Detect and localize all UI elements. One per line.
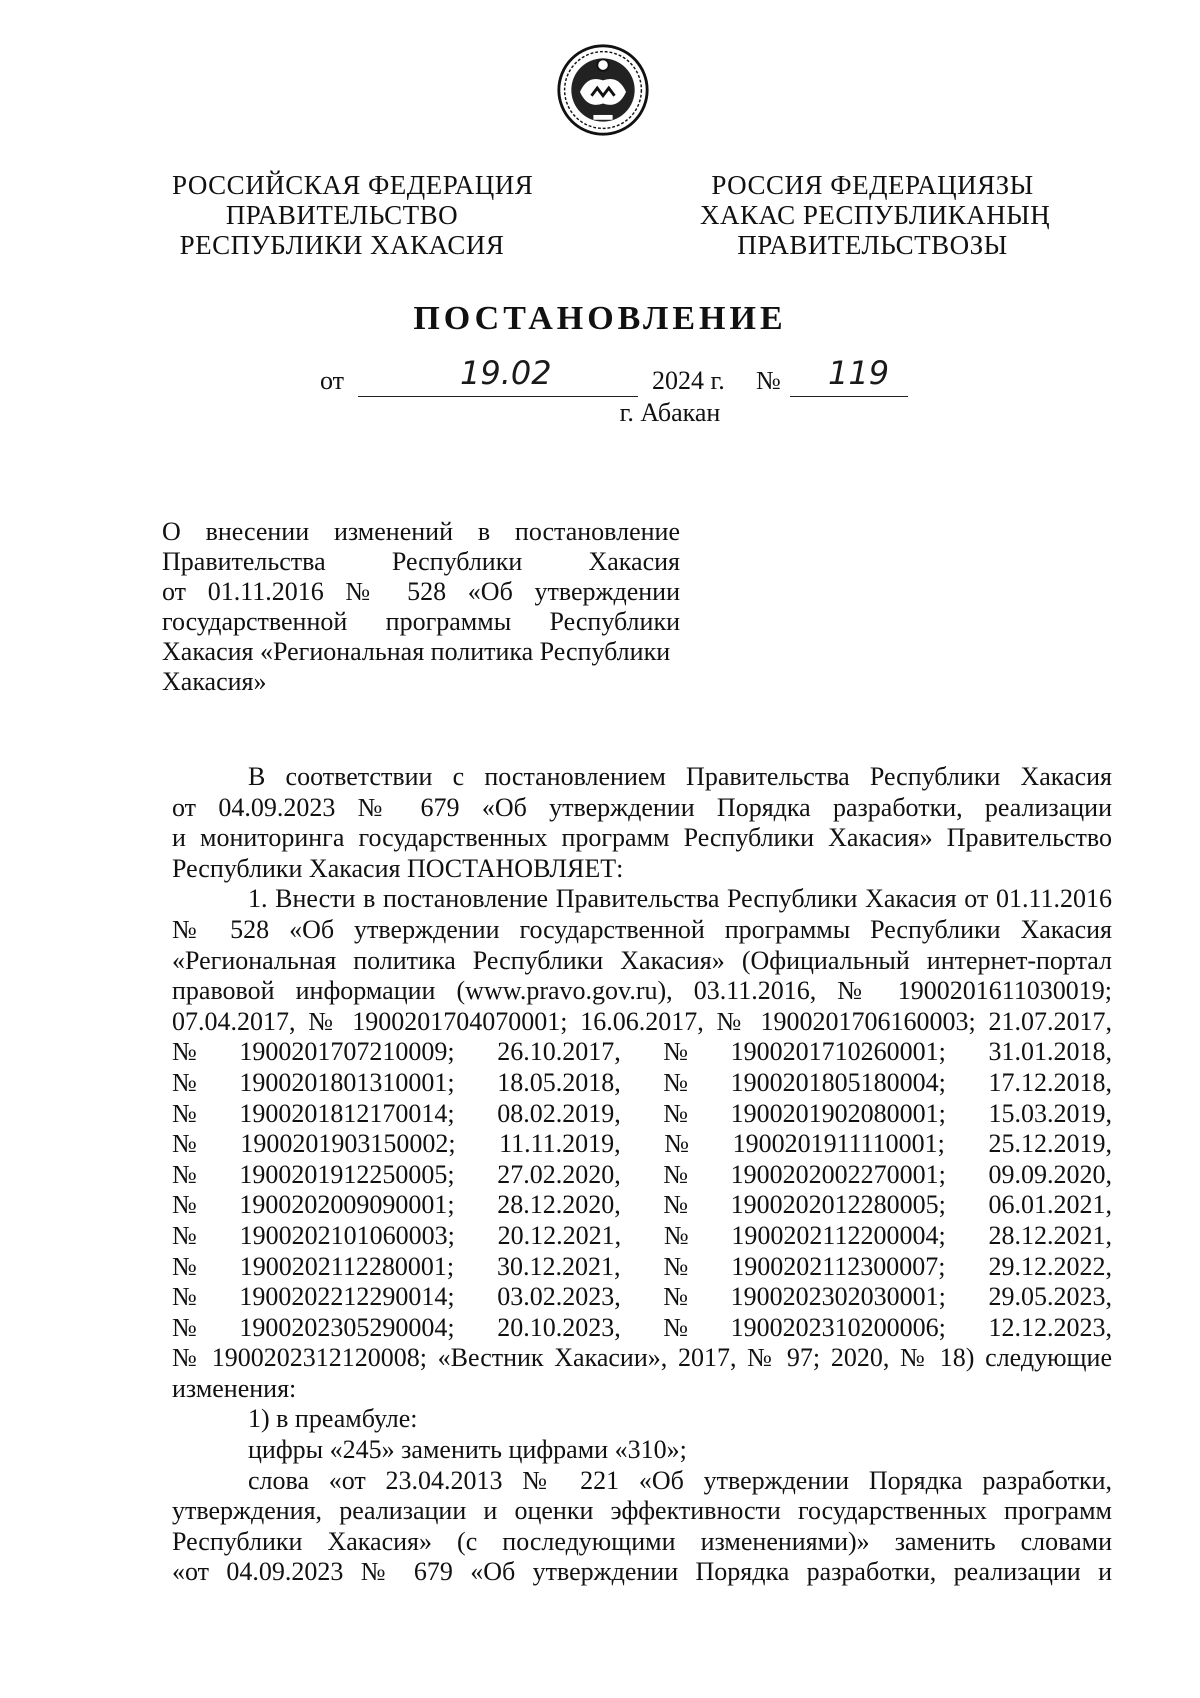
registration-cell: 1900201710260001; bbox=[730, 1037, 946, 1067]
year-label: 2024 г. bbox=[652, 366, 725, 395]
registration-cell: 1900201911110001; bbox=[732, 1129, 945, 1159]
registration-cell: № bbox=[172, 1067, 197, 1097]
registration-cell: 28.12.2021, bbox=[988, 1220, 1112, 1250]
preamble-line: от 04.09.2023 № 679 «Об утверждении Порядка разработки, реализации bbox=[172, 792, 1112, 822]
header-left-line: ПРАВИТЕЛЬСТВО bbox=[225, 200, 459, 230]
item1-line: 07.04.2017, № 1900201704070001; 16.06.2017, № 1900201706160003; 21.07.2017, bbox=[172, 1006, 1112, 1036]
sub1-heading: 1) в преамбуле: bbox=[248, 1404, 418, 1434]
handwritten-date: 19.02 bbox=[460, 354, 552, 392]
registration-row bbox=[172, 1221, 1112, 1252]
registration-cell: № bbox=[663, 1312, 689, 1342]
item1-line: «Региональная политика Республики Хакасия» (Официальный интернет-портал bbox=[172, 945, 1112, 975]
registration-cell: 1900202012280005; bbox=[730, 1190, 946, 1220]
registration-cell: 1900201902080001; bbox=[730, 1098, 946, 1128]
registration-cell: 27.02.2020, bbox=[497, 1159, 621, 1189]
registration-row bbox=[172, 1037, 1112, 1068]
preamble-line: и мониторинга государственных программ Республики Хакасия» Правительство bbox=[172, 823, 1112, 853]
subject-line: О внесении изменений в постановление bbox=[162, 517, 680, 546]
registration-cell: 1900202112200004; bbox=[731, 1220, 946, 1250]
registration-cell: 1900202212290014; bbox=[239, 1282, 455, 1312]
registration-cell: 09.09.2020, bbox=[988, 1159, 1112, 1189]
registration-cell: 31.01.2018, bbox=[988, 1037, 1112, 1067]
registration-cell: 20.10.2023, bbox=[497, 1312, 621, 1342]
registration-cell: 1900201707210009; bbox=[239, 1037, 455, 1067]
registration-cell: 1900201912250005; bbox=[239, 1159, 455, 1189]
sub1-digits: цифры «245» заменить цифрами «310»; bbox=[248, 1435, 687, 1465]
subject-block bbox=[162, 517, 680, 697]
date-underline bbox=[358, 396, 638, 397]
coat-of-arms-emblem bbox=[555, 42, 651, 138]
registration-cell: № bbox=[172, 1037, 197, 1067]
registration-cell: 1900201903150002; bbox=[240, 1129, 456, 1159]
words-line: утверждения, реализации и оценки эффективности государственных программ bbox=[172, 1496, 1112, 1526]
registration-row bbox=[172, 1099, 1112, 1130]
registration-cell: № bbox=[172, 1282, 197, 1312]
subject-line: Хакасия» bbox=[162, 667, 267, 696]
date-number-line bbox=[0, 354, 1200, 402]
subject-line: Хакасия «Региональная политика Республики bbox=[162, 637, 671, 666]
registration-cell: 1900201805180004; bbox=[730, 1067, 946, 1097]
from-label: от bbox=[320, 366, 345, 395]
registration-cell: 06.01.2021, bbox=[988, 1190, 1112, 1220]
handwritten-number: 119 bbox=[828, 354, 890, 392]
words-line: слова «от 23.04.2013 № 221 «Об утверждении Порядка разработки, bbox=[248, 1465, 1112, 1495]
registration-cell: № bbox=[664, 1129, 690, 1159]
subject-line: Правительства Республики Хакасия bbox=[162, 547, 680, 576]
registration-cell: 1900202302030001; bbox=[730, 1282, 946, 1312]
registration-row bbox=[172, 1282, 1112, 1313]
preamble-line: В соответствии с постановлением Правительства Республики Хакасия bbox=[248, 762, 1112, 791]
registration-cell: № bbox=[663, 1190, 689, 1220]
registration-cell: № bbox=[663, 1251, 689, 1281]
registration-cell: № bbox=[172, 1251, 197, 1281]
words-line: «от 04.09.2023 № 679 «Об утверждении Порядка разработки, реализации и bbox=[172, 1557, 1112, 1587]
registration-cell: № bbox=[663, 1159, 689, 1189]
registration-cell: 1900202112280001; bbox=[239, 1251, 455, 1281]
registration-cell: № bbox=[663, 1067, 689, 1097]
after-rows-line: № 1900202312120008; «Вестник Хакасии», 2017, № 97; 2020, № 18) следующие bbox=[172, 1343, 1112, 1373]
registration-cell: № bbox=[172, 1129, 197, 1159]
registration-cell: № bbox=[172, 1098, 197, 1128]
registration-cell: 25.12.2019, bbox=[988, 1129, 1112, 1159]
registration-cell: № bbox=[172, 1312, 197, 1342]
preamble-line: Республики Хакасия ПОСТАНОВЛЯЕТ: bbox=[172, 853, 624, 883]
registration-cell: 15.03.2019, bbox=[988, 1098, 1112, 1128]
registration-cell: № bbox=[172, 1190, 197, 1220]
registration-row bbox=[172, 1313, 1112, 1344]
registration-cell: № bbox=[172, 1220, 197, 1250]
number-label: № bbox=[756, 366, 781, 395]
registration-cell: 18.05.2018, bbox=[497, 1067, 621, 1097]
header-left-block bbox=[172, 170, 534, 260]
registration-row bbox=[172, 1252, 1112, 1283]
registration-cell: 26.10.2017, bbox=[497, 1037, 621, 1067]
registration-row bbox=[172, 1190, 1112, 1221]
registration-cell: 11.11.2019, bbox=[499, 1129, 621, 1159]
registration-row bbox=[172, 1129, 1112, 1160]
registration-cell: № bbox=[663, 1220, 689, 1250]
registration-cell: 30.12.2021, bbox=[497, 1251, 621, 1281]
after-rows-line: изменения: bbox=[172, 1373, 297, 1403]
number-underline bbox=[790, 396, 908, 397]
registration-cell: 08.02.2019, bbox=[497, 1098, 621, 1128]
registration-cell: 12.12.2023, bbox=[988, 1312, 1112, 1342]
header-left-line: РЕСПУБЛИКИ ХАКАСИЯ bbox=[179, 230, 505, 260]
registration-row bbox=[172, 1160, 1112, 1191]
header-right-block bbox=[700, 170, 1051, 260]
registration-row bbox=[172, 1068, 1112, 1099]
registration-cell: 29.05.2023, bbox=[988, 1282, 1112, 1312]
city-label bbox=[0, 398, 1200, 428]
registration-cell: 28.12.2020, bbox=[497, 1190, 621, 1220]
body-text bbox=[172, 762, 1112, 1588]
header-right-line: ХАКАС РЕСПУБЛИКАНЫҢ bbox=[700, 200, 1051, 230]
item1-line: правовой информации (www.pravo.gov.ru), 03.11.2016, № 1900201611030019; bbox=[172, 976, 1112, 1006]
registration-cell: 17.12.2018, bbox=[988, 1067, 1112, 1097]
document-title: ПОСТАНОВЛЕНИЕ bbox=[413, 300, 787, 337]
registration-cell: 1900201812170014; bbox=[239, 1098, 455, 1128]
words-line: Республики Хакасия» (с последующими изменениями)» заменить словами bbox=[172, 1526, 1112, 1556]
registration-cell: 1900202009090001; bbox=[239, 1190, 455, 1220]
registration-cell: 29.12.2022, bbox=[988, 1251, 1112, 1281]
registration-cell: № bbox=[663, 1098, 689, 1128]
registration-cell: 20.12.2021, bbox=[497, 1220, 622, 1250]
registration-cell: 1900202305290004; bbox=[239, 1312, 455, 1342]
item1-line: № 528 «Об утверждении государственной программы Республики Хакасия bbox=[172, 914, 1112, 944]
registration-cell: 1900202112300007; bbox=[731, 1251, 946, 1281]
registration-cell: 1900202310200006; bbox=[730, 1312, 946, 1342]
registration-cell: 03.02.2023, bbox=[497, 1282, 621, 1312]
subject-line: государственной программы Республики bbox=[162, 607, 680, 636]
header-left-line: РОССИЙСКАЯ ФЕДЕРАЦИЯ bbox=[172, 170, 534, 200]
city-text: г. Абакан bbox=[619, 398, 721, 427]
registration-cell: 1900202101060003; bbox=[239, 1220, 455, 1250]
registration-cell: № bbox=[172, 1159, 197, 1189]
registration-cell: 1900201801310001; bbox=[239, 1067, 455, 1097]
registration-rows bbox=[172, 1037, 1112, 1343]
registration-cell: 1900202002270001; bbox=[730, 1159, 946, 1189]
registration-cell: № bbox=[663, 1282, 689, 1312]
header-right-line: РОССИЯ ФЕДЕРАЦИЯЗЫ bbox=[711, 170, 1034, 200]
header-right-line: ПРАВИТЕЛЬСТВОЗЫ bbox=[737, 230, 1008, 260]
subject-line: от 01.11.2016 № 528 «Об утверждении bbox=[162, 577, 680, 606]
registration-cell: № bbox=[663, 1037, 689, 1067]
item1-line: 1. Внести в постановление Правительства Республики Хакасия от 01.11.2016 bbox=[248, 884, 1112, 914]
